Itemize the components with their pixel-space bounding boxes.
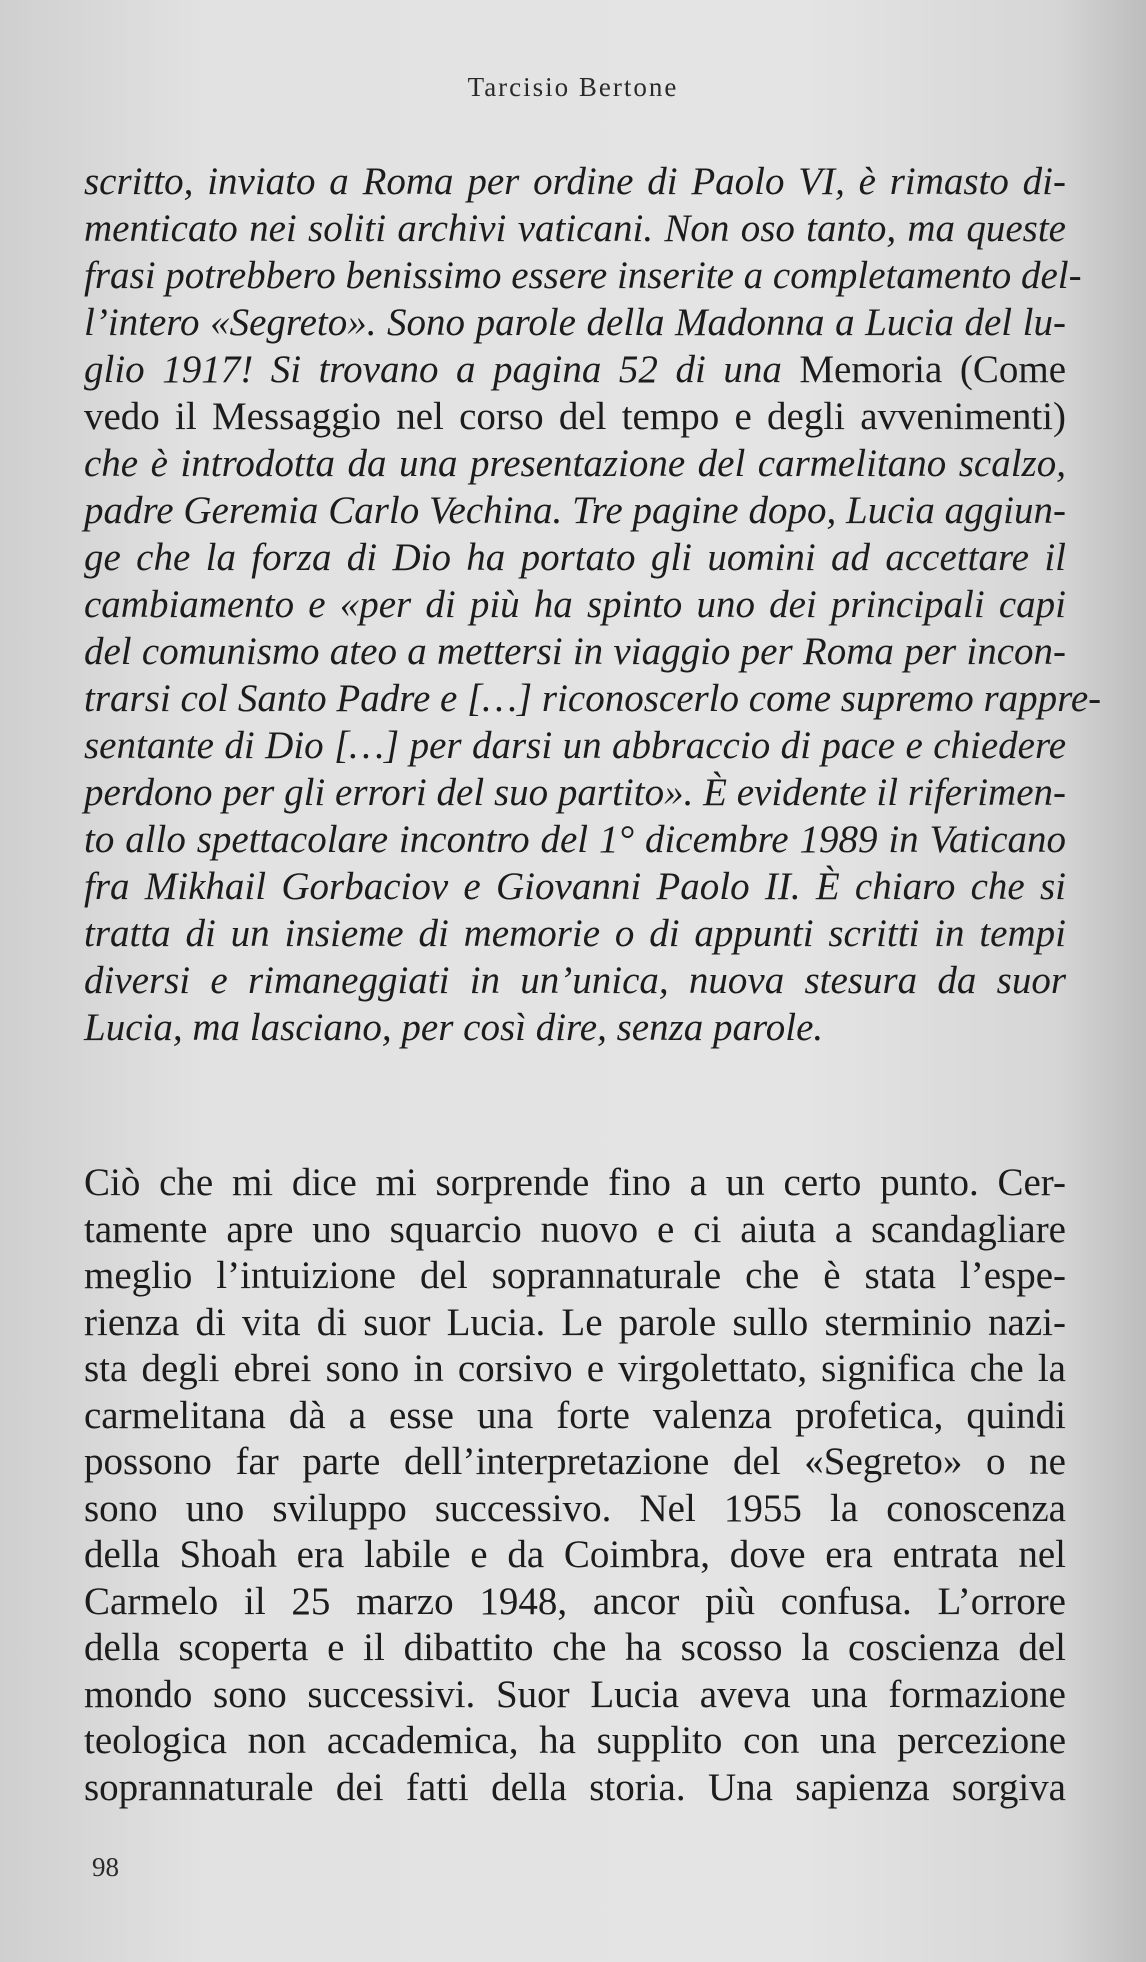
quote-line: diversi e rimaneggiati in un’unica, nuova stesura da suor xyxy=(84,959,1066,1002)
quote-line: Lucia, ma lasciano, per così dire, senza parole. xyxy=(84,1006,824,1049)
running-head: Tarcisio Bertone xyxy=(467,72,679,102)
quote-line: menticato nei soliti archivi vaticani. Non oso tanto, ma queste xyxy=(84,207,1066,250)
paragraph-line: tamente apre uno squarcio nuovo e ci aiuta a scandagliare xyxy=(84,1207,1066,1251)
quote-line: tratta di un insieme di memorie o di appunti scritti in tempi xyxy=(84,912,1066,955)
paragraph-line: sta degli ebrei sono in corsivo e virgolettato, significa che la xyxy=(84,1347,1066,1390)
paragraph-line: possono far parte dell’interpretazione del «Segreto» o ne xyxy=(84,1440,1066,1483)
paragraph-line: Ciò che mi dice mi sorprende fino a un certo punto. Cer- xyxy=(84,1161,1066,1204)
italic-quote-block xyxy=(84,158,1102,1051)
quote-line: sentante di Dio […] per darsi un abbraccio di pace e chiedere xyxy=(84,724,1066,767)
quote-line-mixed xyxy=(84,346,1066,393)
quote-line: l’intero «Segreto». Sono parole della Madonna a Lucia del lu- xyxy=(84,301,1066,344)
paragraph-line: mondo sono successivi. Suor Lucia aveva una formazione xyxy=(84,1672,1066,1716)
quote-line-italic-part: glio 1917! Si trovano a pagina 52 di una xyxy=(84,348,782,391)
quote-line: ge che la forza di Dio ha portato gli uomini ad accettare il xyxy=(84,536,1066,579)
paragraph-line: della scoperta e il dibattito che ha scosso la coscienza del xyxy=(84,1626,1066,1669)
paragraph-line: sono uno sviluppo successivo. Nel 1955 la conoscenza xyxy=(84,1486,1066,1530)
quote-line: cambiamento e «per di più ha spinto uno dei principali capi xyxy=(84,583,1066,626)
page-number: 98 xyxy=(92,1852,119,1882)
paragraph-line: soprannaturale dei fatti della storia. Una sapienza sorgiva xyxy=(84,1765,1066,1809)
paragraph-line: della Shoah era labile e da Coimbra, dove era entrata nel xyxy=(84,1533,1066,1576)
paragraph-line: rienza di vita di suor Lucia. Le parole sullo sterminio nazi- xyxy=(84,1300,1066,1344)
paragraph-line: carmelitana dà a esse una forte valenza profetica, quindi xyxy=(84,1393,1066,1437)
quote-line: fra Mikhail Gorbaciov e Giovanni Paolo II. È chiaro che si xyxy=(84,865,1066,908)
paragraph-line: meglio l’intuizione del soprannaturale che è stata l’espe- xyxy=(84,1254,1066,1297)
memoria-title: Memoria (Come xyxy=(781,348,1066,391)
quote-line: frasi potrebbero benissimo essere inserite a completamento del- xyxy=(84,254,1082,297)
quote-line: che è introdotta da una presentazione del carmelitano scalzo, xyxy=(84,442,1066,485)
quote-line: to allo spettacolare incontro del 1° dicembre 1989 in Vaticano xyxy=(84,818,1066,861)
quote-line: del comunismo ateo a mettersi in viaggio per Roma per incon- xyxy=(84,630,1066,673)
paragraph-line: teologica non accademica, ha supplito con una percezione xyxy=(84,1719,1066,1762)
quote-line-roman: vedo il Messaggio nel corso del tempo e degli avvenimenti) xyxy=(84,395,1066,438)
paragraph-line: Carmelo il 25 marzo 1948, ancor più confusa. L’orrore xyxy=(84,1579,1066,1623)
quote-line: perdono per gli errori del suo partito». È evidente il riferimen- xyxy=(84,771,1066,814)
quote-line: trarsi col Santo Padre e […] riconoscerlo come supremo rappre- xyxy=(84,677,1102,720)
quote-line: scritto, inviato a Roma per ordine di Paolo VI, è rimasto di- xyxy=(84,160,1066,203)
quote-line: padre Geremia Carlo Vechina. Tre pagine dopo, Lucia aggiun- xyxy=(84,489,1066,532)
body-paragraph xyxy=(84,1160,1066,1811)
